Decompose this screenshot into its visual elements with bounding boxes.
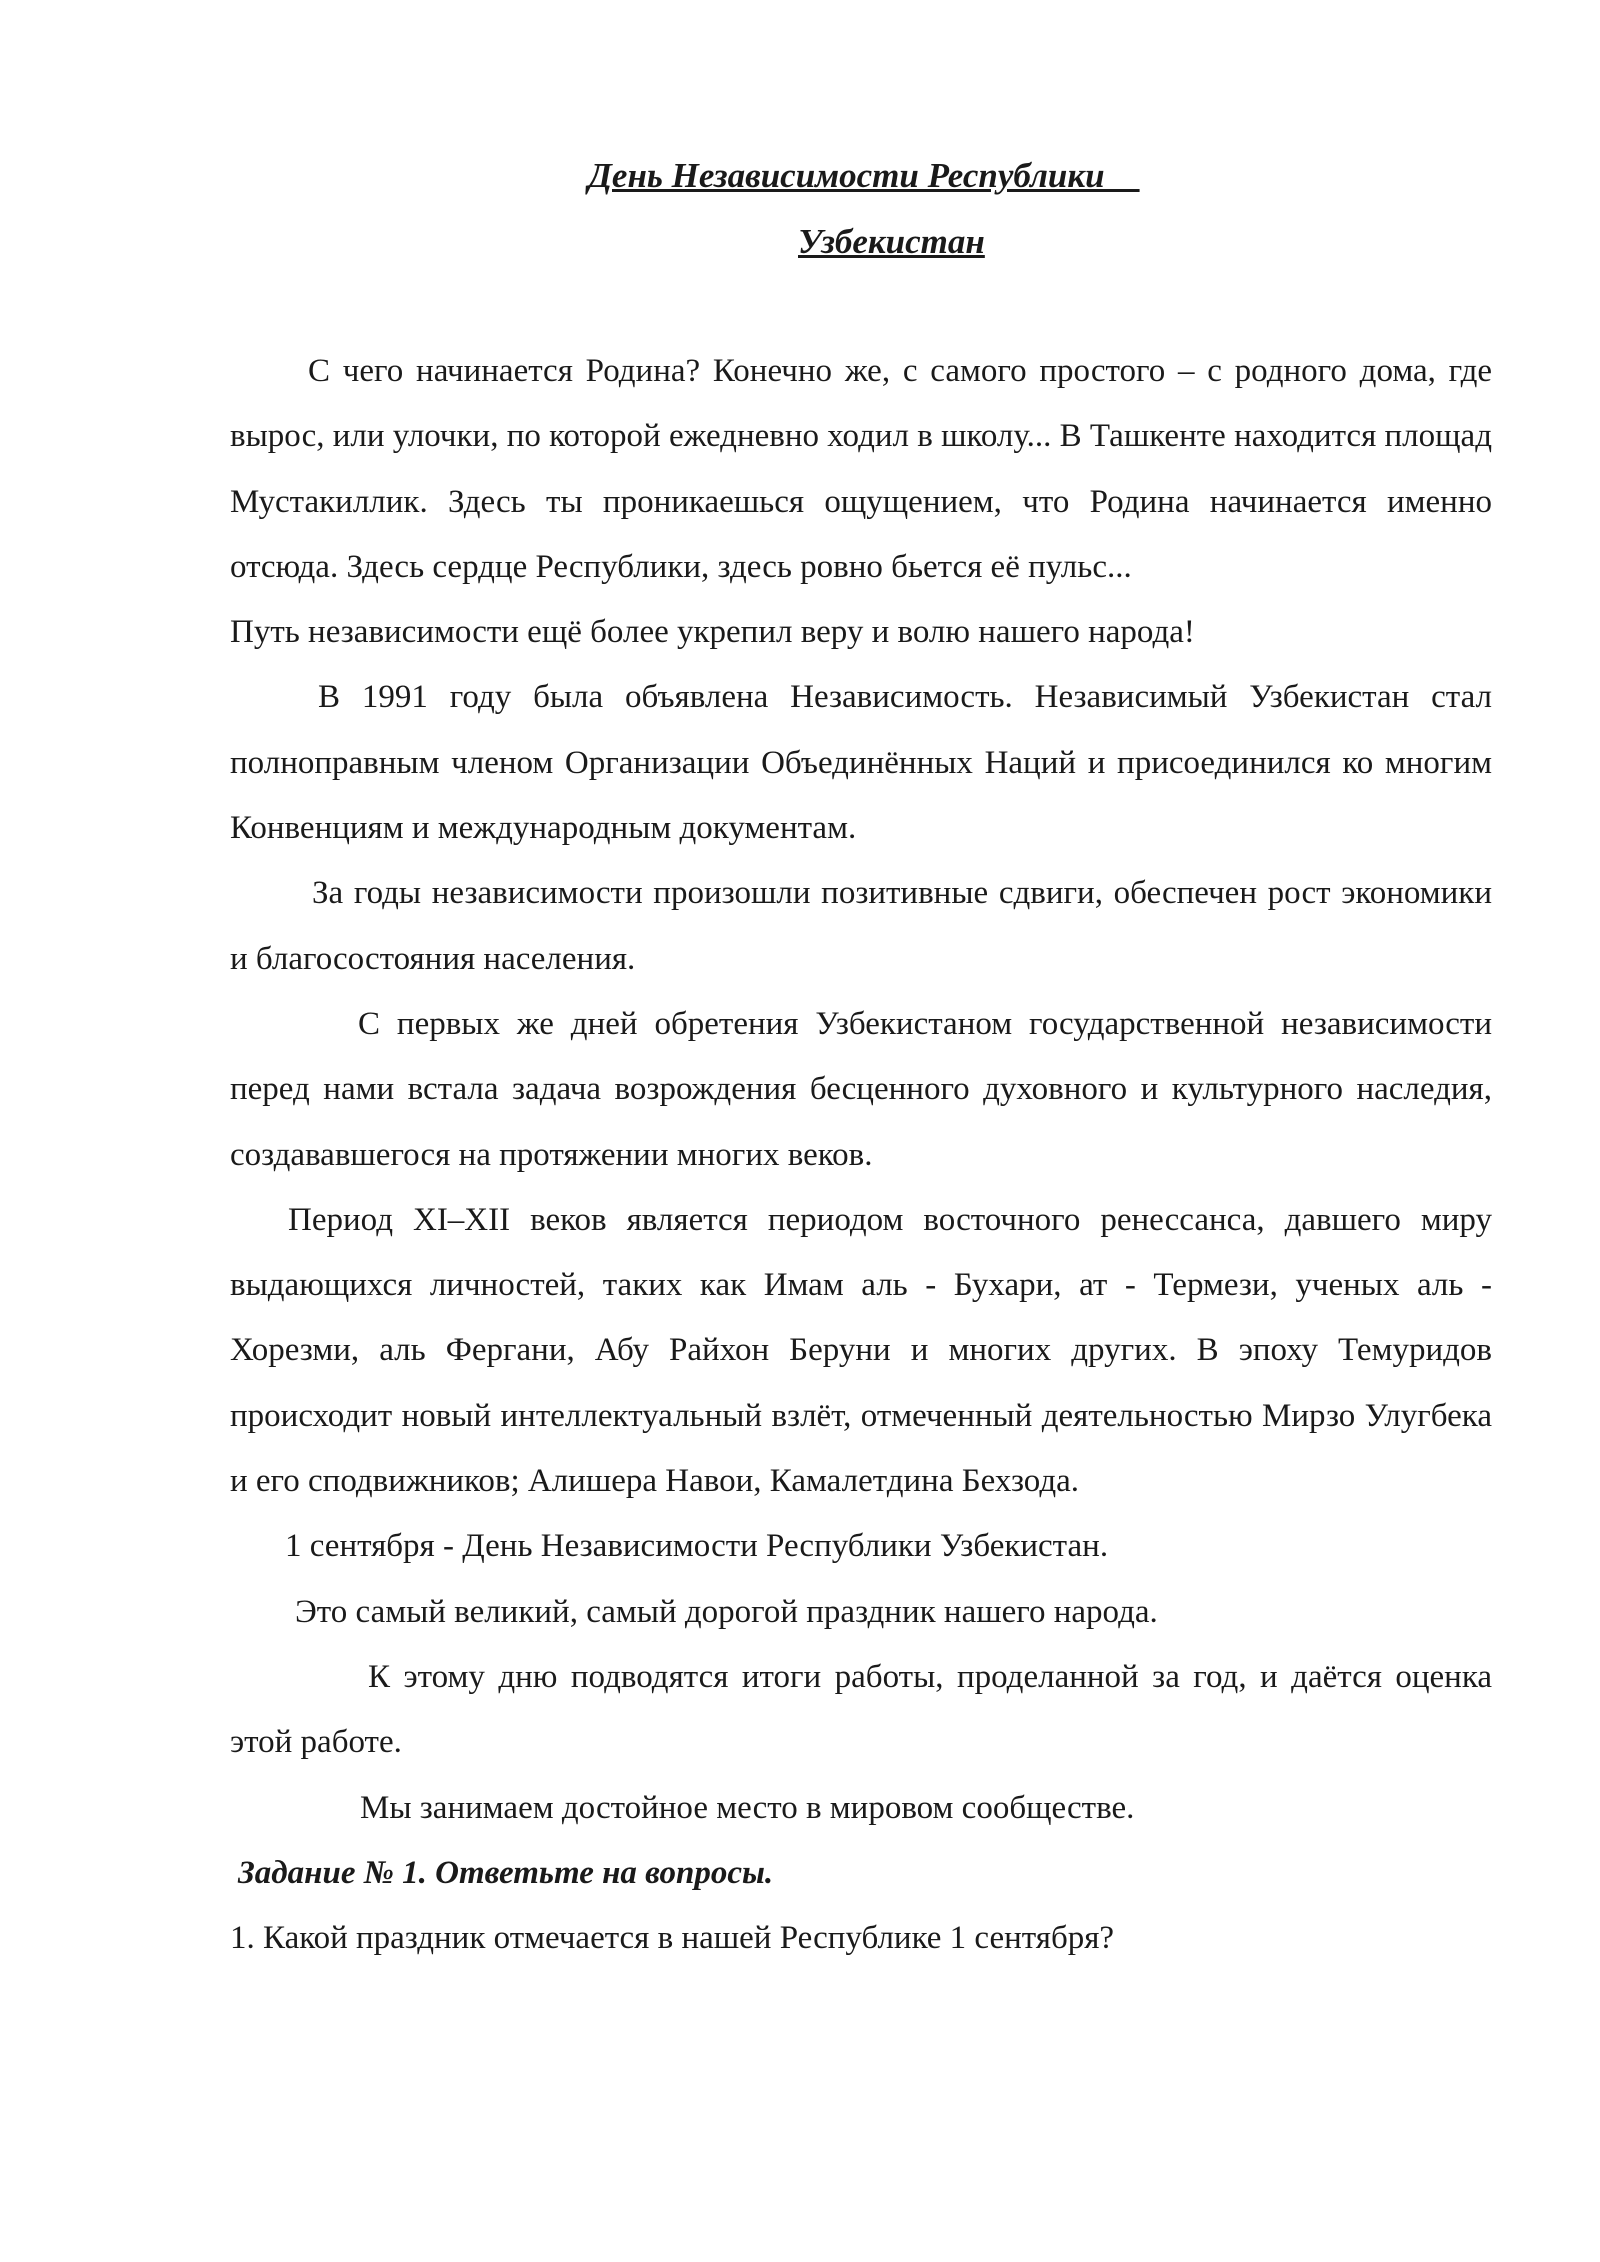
paragraph-positive-changes: За годы независимости произошли позитивные сдвиги, обеспечен рост экономики и благосостояния населения. [230,875,1492,977]
paragraph-great-holiday: Это самый великий, самый дорогой праздник нашего народа. [295,1593,1158,1630]
document-title-line-1: День Независимости Республики [588,156,1140,195]
paragraph-results: К этому дню подводятся итоги работы, проделанной за год, и даётся оценка этой работе. [230,1658,1492,1761]
document-body [230,339,1492,1971]
paragraph-1991: В 1991 году была объявлена Независимость. Независимый Узбекистан стал полноправным членом Организации Объединённых Наций и присоединился ко многим Конвенциям и международным документам. [230,679,1492,847]
paragraph-world-community: Мы занимаем достойное место в мировом сообществе. [360,1789,1135,1826]
question-1: 1. Какой праздник отмечается в нашей Республике 1 сентября? [230,1920,1115,1957]
paragraph-september-1: 1 сентября - День Независимости Республики Узбекистан. [285,1528,1109,1565]
paragraph-homeland: С чего начинается Родина? Конечно же, с самого простого – с родного дома, где вырос, или улочки, по которой ежедневно ходил в школу... В Ташкенте находится площад Мустакиллик. Здесь ты проникаешься ощущением, что Родина начинается именно отсюда. Здесь сердце Республики, здесь ровно бьется её пульс... [230,353,1492,585]
paragraph-path-of-independence: Путь независимости ещё более укрепил веру и волю нашего народа! [230,614,1195,651]
paragraph-spiritual-heritage: С первых же дней обретения Узбекистаном государственной независимости перед нами встала задача возрождения бесценного духовного и культурного наследия, создававшегося на протяжении многих веков. [230,1005,1492,1173]
paragraph-renaissance: Период XI–XII веков является периодом восточного ренессанса, давшего миру выдающихся личностей, таких как Имам аль - Бухари, ат - Термези, ученых аль - Хорезми, аль Фергани, Абу Райхон Беруни и многих других. В эпоху Темуридов происходит новый интеллектуальный взлёт, отмеченный деятельностью Мирзо Улугбека и его сподвижников; Алишера Навои, Камалетдина Бехзода. [230,1201,1492,1500]
document-title-line-2: Узбекистан [798,222,985,261]
task-heading: Задание № 1. Ответьте на вопросы. [238,1854,774,1891]
